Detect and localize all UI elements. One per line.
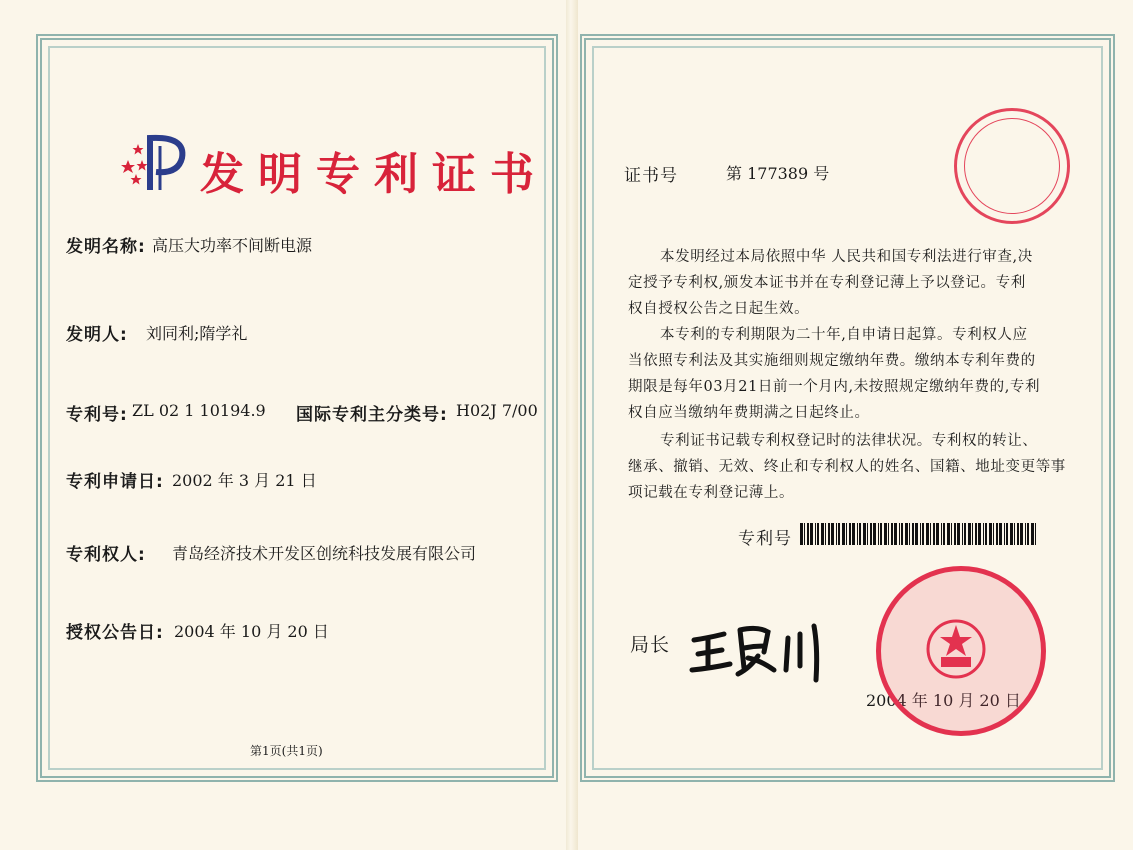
barcode-bar: [936, 523, 939, 545]
barcode-bar: [968, 523, 971, 545]
patentee-label: 专利权人:: [66, 545, 146, 565]
barcode-bar: [983, 523, 984, 545]
national-ip-office-seal-stamp: [876, 566, 1046, 736]
filing-date-label: 专利申请日:: [66, 472, 164, 492]
paragraph-line: 当依照专利法及其实施细则规定缴纳年费。缴纳本专利年费的: [628, 353, 1036, 369]
patentee: 青岛经济技术开发区创统科技发展有限公司: [172, 544, 477, 563]
paragraph-line: 本发明经过本局依照中华 人民共和国专利法进行审查,决: [660, 249, 1033, 265]
barcode-bar: [825, 523, 826, 545]
barcode-bar: [996, 523, 998, 545]
barcode-bar: [867, 523, 868, 545]
barcode-bar: [894, 523, 897, 545]
barcode-bar: [954, 523, 956, 545]
barcode-bar: [891, 523, 893, 545]
barcode-bar: [836, 523, 837, 545]
barcode-bar: [962, 523, 963, 545]
barcode-bar: [1027, 523, 1029, 545]
barcode-bar: [888, 523, 889, 545]
grant-date-label: 授权公告日:: [66, 623, 164, 643]
barcode-bar: [912, 523, 914, 545]
paragraph-line: 本专利的专利期限为二十年,自申请日起算。专利权人应: [660, 327, 1028, 343]
barcode-bar: [899, 523, 900, 545]
paragraph-line: 权自授权公告之日起生效。: [628, 301, 810, 317]
barcode-bar: [989, 523, 992, 545]
barcode-bar: [800, 523, 803, 545]
barcode-bar: [873, 523, 876, 545]
patent-number: ZL 02 1 10194.9: [132, 401, 266, 420]
barcode-bar: [922, 523, 924, 545]
barcode-bar: [943, 523, 945, 545]
barcode-bar: [1017, 523, 1019, 545]
barcode-bar: [993, 523, 994, 545]
cert-number-label: 证书号: [624, 166, 678, 186]
invention-name-label: 发明名称:: [66, 237, 146, 257]
page-info: 第1页(共1页): [250, 744, 323, 758]
barcode-bar: [933, 523, 935, 545]
barcode-bar: [909, 523, 910, 545]
patent-number-label: 专利号:: [66, 405, 128, 425]
barcode-bar: [1020, 523, 1023, 545]
paragraph-line: 继承、撤销、无效、终止和专利权人的姓名、国籍、地址变更等事: [628, 459, 1066, 475]
barcode-bar: [1006, 523, 1008, 545]
barcode-bar: [947, 523, 950, 545]
barcode-bar: [957, 523, 960, 545]
cert-number: 第 177389 号: [726, 164, 830, 183]
barcode-bar: [849, 523, 851, 545]
barcode-bar: [951, 523, 952, 545]
barcode-bar: [842, 523, 845, 545]
barcode-bar: [817, 523, 819, 545]
barcode-bar: [804, 523, 805, 545]
barcode-bar: [1010, 523, 1013, 545]
barcode-bar: [999, 523, 1002, 545]
director-label: 局长: [630, 634, 671, 656]
paragraph-line: 专利证书记载专利权登记时的法律状况。专利权的转让、: [660, 433, 1038, 449]
paragraph-line: 定授予专利权,颁发本证书并在专利登记薄上予以登记。专利: [628, 275, 1026, 291]
barcode-bar: [1004, 523, 1005, 545]
barcode-bar: [884, 523, 887, 545]
barcode-bar: [863, 523, 866, 545]
barcode-bar: [930, 523, 931, 545]
barcode-bar: [964, 523, 966, 545]
paragraph-line: 项记载在专利登记薄上。: [628, 485, 795, 501]
barcode-bar: [852, 523, 855, 545]
barcode-bar: [901, 523, 903, 545]
barcode-bar: [859, 523, 861, 545]
barcode-bar: [838, 523, 840, 545]
ipc-value: H02J 7/00: [456, 401, 538, 420]
certificate-title: 发明专利证书: [200, 149, 548, 200]
barcode-bar: [985, 523, 987, 545]
barcode-bar: [857, 523, 858, 545]
barcode-bar: [920, 523, 921, 545]
inventor-label: 发明人:: [66, 325, 128, 345]
barcode-bar: [810, 523, 813, 545]
barcode-bar: [905, 523, 908, 545]
barcode-bar: [807, 523, 809, 545]
barcode-label: 专利号: [738, 529, 792, 549]
ipc-label: 国际专利主分类号:: [296, 405, 448, 425]
barcode-bar: [1035, 523, 1036, 545]
director-signature: [688, 608, 828, 688]
barcode-bar: [815, 523, 816, 545]
patent-office-emblem-icon: [120, 130, 192, 194]
barcode-bar: [878, 523, 879, 545]
page-fold: [566, 0, 578, 850]
barcode-bar: [821, 523, 824, 545]
tax-seal-stamp: [954, 108, 1070, 224]
inventors: 刘同利;隋学礼: [146, 324, 248, 343]
filing-date: 2002 年 3 月 21 日: [172, 471, 317, 490]
barcode-bar: [828, 523, 830, 545]
barcode-bar: [1025, 523, 1026, 545]
barcode-bar: [870, 523, 872, 545]
barcode-bar: [846, 523, 847, 545]
barcode-bar: [941, 523, 942, 545]
invention-name: 高压大功率不间断电源: [152, 236, 313, 255]
barcode-bar: [880, 523, 882, 545]
grant-date: 2004 年 10 月 20 日: [174, 622, 329, 641]
barcode-bar: [926, 523, 929, 545]
barcode-bar: [972, 523, 973, 545]
paragraph-line: 期限是每年03月21日前一个月内,未按照规定缴纳年费的,专利: [628, 379, 1041, 395]
barcode-bar: [915, 523, 918, 545]
barcode-bar: [831, 523, 834, 545]
barcode-bar: [975, 523, 977, 545]
barcode-bar: [978, 523, 981, 545]
issue-date: 2004 年 10 月 20 日: [866, 691, 1021, 710]
barcode-bar: [1014, 523, 1015, 545]
paragraph-line: 权自应当缴纳年费期满之日起终止。: [628, 405, 870, 421]
barcode-bar: [1031, 523, 1034, 545]
barcode-icon: [800, 523, 1038, 545]
